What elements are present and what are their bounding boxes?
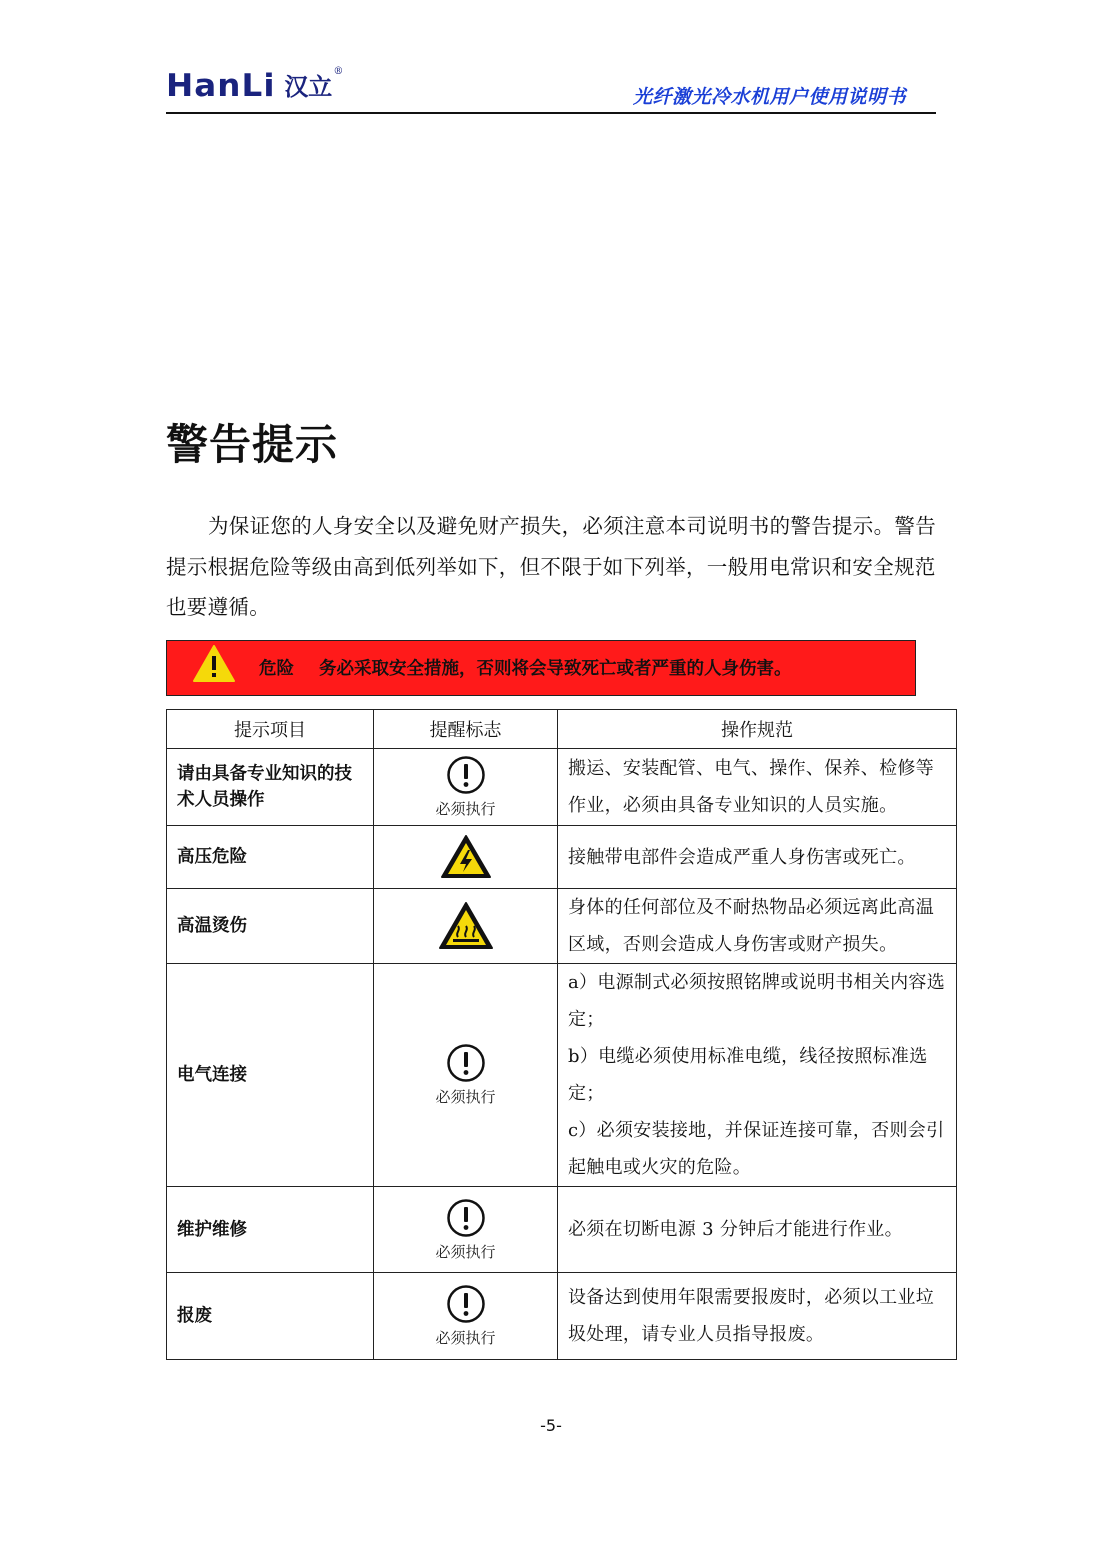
warning-triangle-icon <box>192 644 236 684</box>
sign-caption: 必须执行 <box>435 800 496 818</box>
spec-line-c: c）必须安装接地，并保证连接可靠，否则会引起触电或火灾的危险。 <box>568 1120 945 1178</box>
row-sign <box>374 889 558 964</box>
high-voltage-warning-icon <box>440 834 492 880</box>
row-item: 维护维修 <box>167 1187 374 1273</box>
intro-paragraph: 为保证您的人身安全以及避免财产损失，必须注意本司说明书的警告提示。警告提示根据危险等级由高到低列举如下，但不限于如下列举，一般用电常识和安全规范也要遵循。 <box>166 514 936 619</box>
row-item: 高温烫伤 <box>167 889 374 964</box>
danger-banner <box>166 640 916 696</box>
row-spec: 身体的任何部位及不耐热物品必须远离此高温区域，否则会造成人身伤害或财产损失。 <box>558 889 957 964</box>
danger-text: 务必采取安全措施，否则将会导致死亡或者严重的人身伤害。 <box>319 659 792 679</box>
warning-table <box>166 709 957 1360</box>
row-sign <box>374 826 558 889</box>
spec-line-a: a）电源制式必须按照铭牌或说明书相关内容选定； <box>568 972 946 1030</box>
hanli-logo <box>166 66 344 104</box>
row-item: 高压危险 <box>167 826 374 889</box>
row-spec: 搬运、安装配管、电气、操作、保养、检修等作业，必须由具备专业知识的人员实施。 <box>558 749 957 826</box>
page-header <box>166 62 936 114</box>
table-row <box>167 964 957 1187</box>
document-title: 光纤激光冷水机用户使用说明书 <box>632 86 906 108</box>
row-sign <box>374 749 558 826</box>
header-item: 提示项目 <box>167 710 374 749</box>
page-number: -5- <box>540 1416 562 1435</box>
table-row <box>167 1187 957 1273</box>
header-divider <box>166 112 936 114</box>
hot-surface-warning-icon <box>438 901 494 951</box>
logo-latin: HanLi <box>166 68 276 104</box>
row-spec <box>558 964 957 1187</box>
sign-caption: 必须执行 <box>435 1242 496 1261</box>
header-spec: 操作规范 <box>558 710 957 749</box>
row-spec: 接触带电部件会造成严重人身伤害或死亡。 <box>558 826 957 889</box>
logo-cn: 汉立 <box>284 72 333 101</box>
row-spec: 设备达到使用年限需要报废时，必须以工业垃圾处理，请专业人员指导报废。 <box>558 1273 957 1360</box>
table-header-row <box>167 710 957 749</box>
table-row <box>167 889 957 964</box>
row-item: 电气连接 <box>167 964 374 1187</box>
table-row <box>167 1273 957 1360</box>
registered-mark: ® <box>333 66 344 77</box>
mandatory-exclamation-icon <box>446 1198 486 1238</box>
row-item: 报废 <box>167 1273 374 1360</box>
sign-caption: 必须执行 <box>435 1088 496 1106</box>
section-title: 警告提示 <box>166 420 339 469</box>
row-item: 请由具备专业知识的技术人员操作 <box>167 749 374 826</box>
danger-label: 危险 <box>259 659 294 679</box>
mandatory-exclamation-icon <box>446 1284 486 1324</box>
spec-line-b: b）电缆必须使用标准电缆，线径按照标准选定； <box>568 1046 928 1104</box>
header-sign: 提醒标志 <box>374 710 558 749</box>
mandatory-exclamation-icon <box>446 1043 486 1083</box>
mandatory-exclamation-icon <box>446 755 486 795</box>
row-spec: 必须在切断电源 3 分钟后才能进行作业。 <box>558 1187 957 1273</box>
table-row <box>167 826 957 889</box>
table-row <box>167 749 957 826</box>
row-sign <box>374 1187 558 1273</box>
row-sign <box>374 1273 558 1360</box>
row-sign <box>374 964 558 1187</box>
sign-caption: 必须执行 <box>435 1329 496 1347</box>
